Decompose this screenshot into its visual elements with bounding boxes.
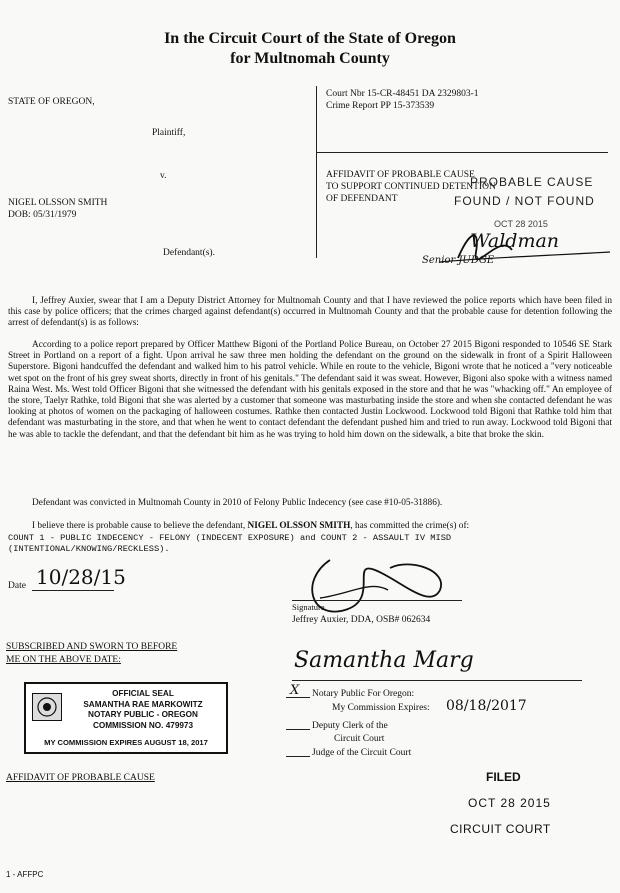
belief-statement	[8, 521, 612, 532]
prior-conviction: Defendant was convicted in Multnomah County in 2010 of Felony Public Indecency (see case #10-05-31886).	[32, 498, 443, 508]
commission-date: 08/18/2017	[446, 698, 527, 714]
notary-check-line	[286, 697, 310, 698]
filed-stamp-court: CIRCUIT COURT	[450, 822, 551, 836]
notary-signature: Samantha Marg	[294, 648, 474, 673]
signature-label: Signature	[292, 602, 325, 612]
sworn-line2: ME ON THE ABOVE DATE:	[6, 655, 121, 665]
affidavit-title-3: OF DEFENDANT	[326, 194, 398, 204]
found-not-found-stamp: FOUND / NOT FOUND	[454, 194, 595, 208]
court-title-line1: In the Circuit Court of the State of Oregon	[164, 30, 456, 47]
seal-line2: SAMANTHA RAE MARKOWITZ	[83, 699, 203, 709]
intro-paragraph: I, Jeffrey Auxier, swear that I am a Deputy District Attorney for Multnomah County and that I have reviewed the police reports which have been filed in this case by police officers; that the crimes charged against defendant(s) occurred in Multnomah County and that the probable cause for detention following the arrest of defendant(s) is as follows:	[8, 296, 612, 329]
seal-line4: COMMISSION NO. 479973	[92, 720, 194, 730]
caption-divider	[316, 86, 317, 258]
belief-defendant: NIGEL OLSSON SMITH	[247, 521, 351, 531]
notary-label: Notary Public For Oregon:	[312, 689, 415, 699]
defendant-label: Defendant(s).	[163, 248, 215, 258]
belief-suffix: , has committed the crime(s) of:	[350, 521, 470, 531]
state-seal-emblem	[32, 693, 62, 721]
filed-stamp: FILED	[486, 770, 521, 784]
seal-line1: OFFICIAL SEAL	[112, 689, 174, 698]
court-title-line2: for Multnomah County	[230, 50, 390, 67]
commission-label: My Commission Expires:	[332, 703, 430, 713]
count-1: COUNT 1 - PUBLIC INDECENCY - FELONY (INDECENT EXPOSURE) and COUNT 2 - ASSAULT IV MISD	[8, 533, 452, 543]
affidavit-title-2: TO SUPPORT CONTINUED DETENTION	[326, 182, 496, 192]
footer-affidavit-label: AFFIDAVIT OF PROBABLE CAUSE	[6, 773, 155, 783]
notary-seal	[24, 682, 228, 754]
deputy-clerk-line	[286, 729, 310, 730]
defendant-dob: DOB: 05/31/1979	[8, 210, 77, 220]
filed-stamp-date: OCT 28 2015	[468, 796, 551, 810]
date-value: 10/28/15	[36, 565, 126, 589]
probable-cause-date-stamp: OCT 28 2015	[494, 219, 548, 229]
plaintiff-label: Plaintiff,	[152, 128, 186, 138]
judge-signature: Waldman	[470, 230, 560, 252]
date-underline	[32, 590, 114, 591]
seal-line3: NOTARY PUBLIC - OREGON	[88, 710, 198, 719]
judge-line	[286, 756, 310, 757]
probable-cause-stamp: PROBABLE CAUSE	[470, 175, 594, 189]
form-code: 1 - AFFPC	[6, 870, 44, 879]
signer-name: Jeffrey Auxier, DDA, OSB# 062634	[292, 615, 431, 625]
deputy-clerk-label-1: Deputy Clerk of the	[312, 721, 388, 731]
notary-check-mark: X	[290, 683, 300, 698]
sworn-line1: SUBSCRIBED AND SWORN TO BEFORE	[6, 642, 178, 652]
seal-line5: MY COMMISSION EXPIRES AUGUST 18, 2017	[44, 738, 208, 747]
judge-title: Senior JUDGE	[422, 255, 495, 266]
notary-signature-line	[292, 680, 582, 681]
crime-report: Crime Report PP 15-373539	[326, 101, 435, 111]
belief-prefix: I believe there is probable cause to believe the defendant,	[32, 521, 246, 531]
facts-paragraph: According to a police report prepared by Officer Matthew Bigoni of the Portland Police Bureau, on October 27 2015 Bigoni responded to 10546 SE Stark Street in Portland on a report of a fight. Upon arrival he saw three men holding the defendant on the ground on the sidewalk in front of a Spirit Halloween Superstore. Bigoni handcuffed the defendant and walked him to his patrol vehicle. While en route to the vehicle, Bigoni wrote that he noticed a "very noticeable wet spot on the front of his grey sweat shorts, directly in front of his genitals." The defendant said it was sweat. However, Bigoni also spoke with a witness named Raina West. Ms. West told Officer Bigoni that she witnessed the defendant with his genitals exposed in the store and that he was "whacking off." An employee of the store, Taelyr Rathke, told Bigoni that she was alerted by a customer that someone was masturbating inside the store and when she contacted defendant he was looking at photos of women on the packaging of halloween costumes. Rathke then contacted Justin Lockwood. Lockwood told Bigoni that Rathke told him that defendant was masturbating in the store, and that when he went to contact defendant the defendant pushed him and tried to run away. Lockwood told Bigoni that he was able to tackle the defendant, and that the defendant bit him as he was trying to hold him down on the sidewalk, a bite that broke the skin.	[8, 340, 612, 440]
date-label: Date	[8, 581, 26, 591]
versus-label: v.	[160, 171, 167, 181]
judge-label: Judge of the Circuit Court	[312, 748, 412, 758]
court-number: Court Nbr 15-CR-48451 DA 2329803-1	[326, 89, 479, 99]
defendant-name: NIGEL OLSSON SMITH	[8, 198, 108, 208]
party-state: STATE OF OREGON,	[8, 97, 95, 107]
deputy-clerk-label-2: Circuit Court	[334, 734, 385, 744]
caption-rule	[316, 152, 608, 153]
affidavit-title-1: AFFIDAVIT OF PROBABLE CAUSE	[326, 170, 475, 180]
count-2: (INTENTIONAL/KNOWING/RECKLESS).	[8, 544, 170, 554]
